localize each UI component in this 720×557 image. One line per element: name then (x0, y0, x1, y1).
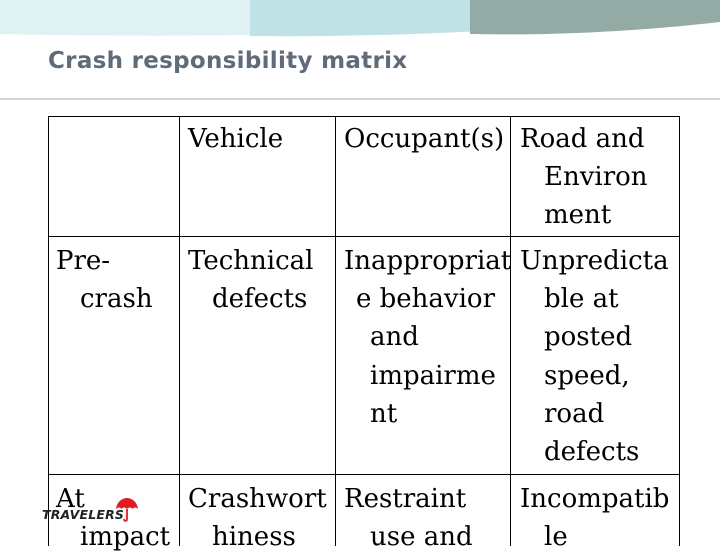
impact-road-line1: Incompatib (520, 484, 670, 514)
page-title: Crash responsibility matrix (48, 48, 408, 74)
precrash-road-line2: ble at (544, 284, 619, 314)
row-divider-1 (48, 236, 680, 237)
precrash-occupant-line2: e behavior (356, 284, 496, 314)
precrash-vehicle-line1: Technical (188, 246, 314, 276)
travelers-logo (42, 498, 152, 528)
precrash-road-line5: road (544, 399, 605, 429)
logo-text: TRAVELERS (42, 507, 125, 522)
row-label-precrash-line2: crash (80, 284, 153, 314)
precrash-occupant-line4: impairme (370, 361, 496, 391)
precrash-vehicle-line2: defects (212, 284, 308, 314)
column-divider-3 (510, 116, 511, 546)
impact-vehicle-line1: Crashwort (188, 484, 327, 514)
row-label-impact-line2: impact (80, 522, 171, 552)
header-road-line2: Environ (544, 162, 648, 192)
umbrella-icon (114, 497, 140, 523)
precrash-occupant-line1: Inappropriat (344, 246, 512, 276)
precrash-road-line3: posted (544, 322, 633, 352)
column-divider-2 (335, 116, 336, 546)
header-occupants: Occupant(s) (344, 124, 505, 154)
impact-occupant-line1: Restraint (344, 484, 467, 514)
impact-road-line2: le (544, 522, 568, 552)
precrash-road-line1: Unpredicta (520, 246, 669, 276)
table-top-border (48, 116, 680, 117)
precrash-occupant-line3: and (370, 322, 419, 352)
row-divider-2 (48, 474, 680, 475)
precrash-road-line6: defects (544, 437, 640, 467)
header-road-line1: Road and (520, 124, 645, 154)
impact-vehicle-line2: hiness (212, 522, 296, 552)
row-label-precrash-line1: Pre- (56, 246, 111, 276)
header-vehicle: Vehicle (188, 124, 284, 154)
precrash-road-line4: speed, (544, 361, 630, 391)
row-label-impact-line1: At (56, 484, 85, 514)
column-divider-1 (179, 116, 180, 546)
impact-occupant-line2: use and (370, 522, 473, 552)
precrash-occupant-line5: nt (370, 399, 398, 429)
table-right-border (679, 116, 680, 546)
header-road-line3: ment (544, 200, 612, 230)
table-left-border (48, 116, 49, 546)
